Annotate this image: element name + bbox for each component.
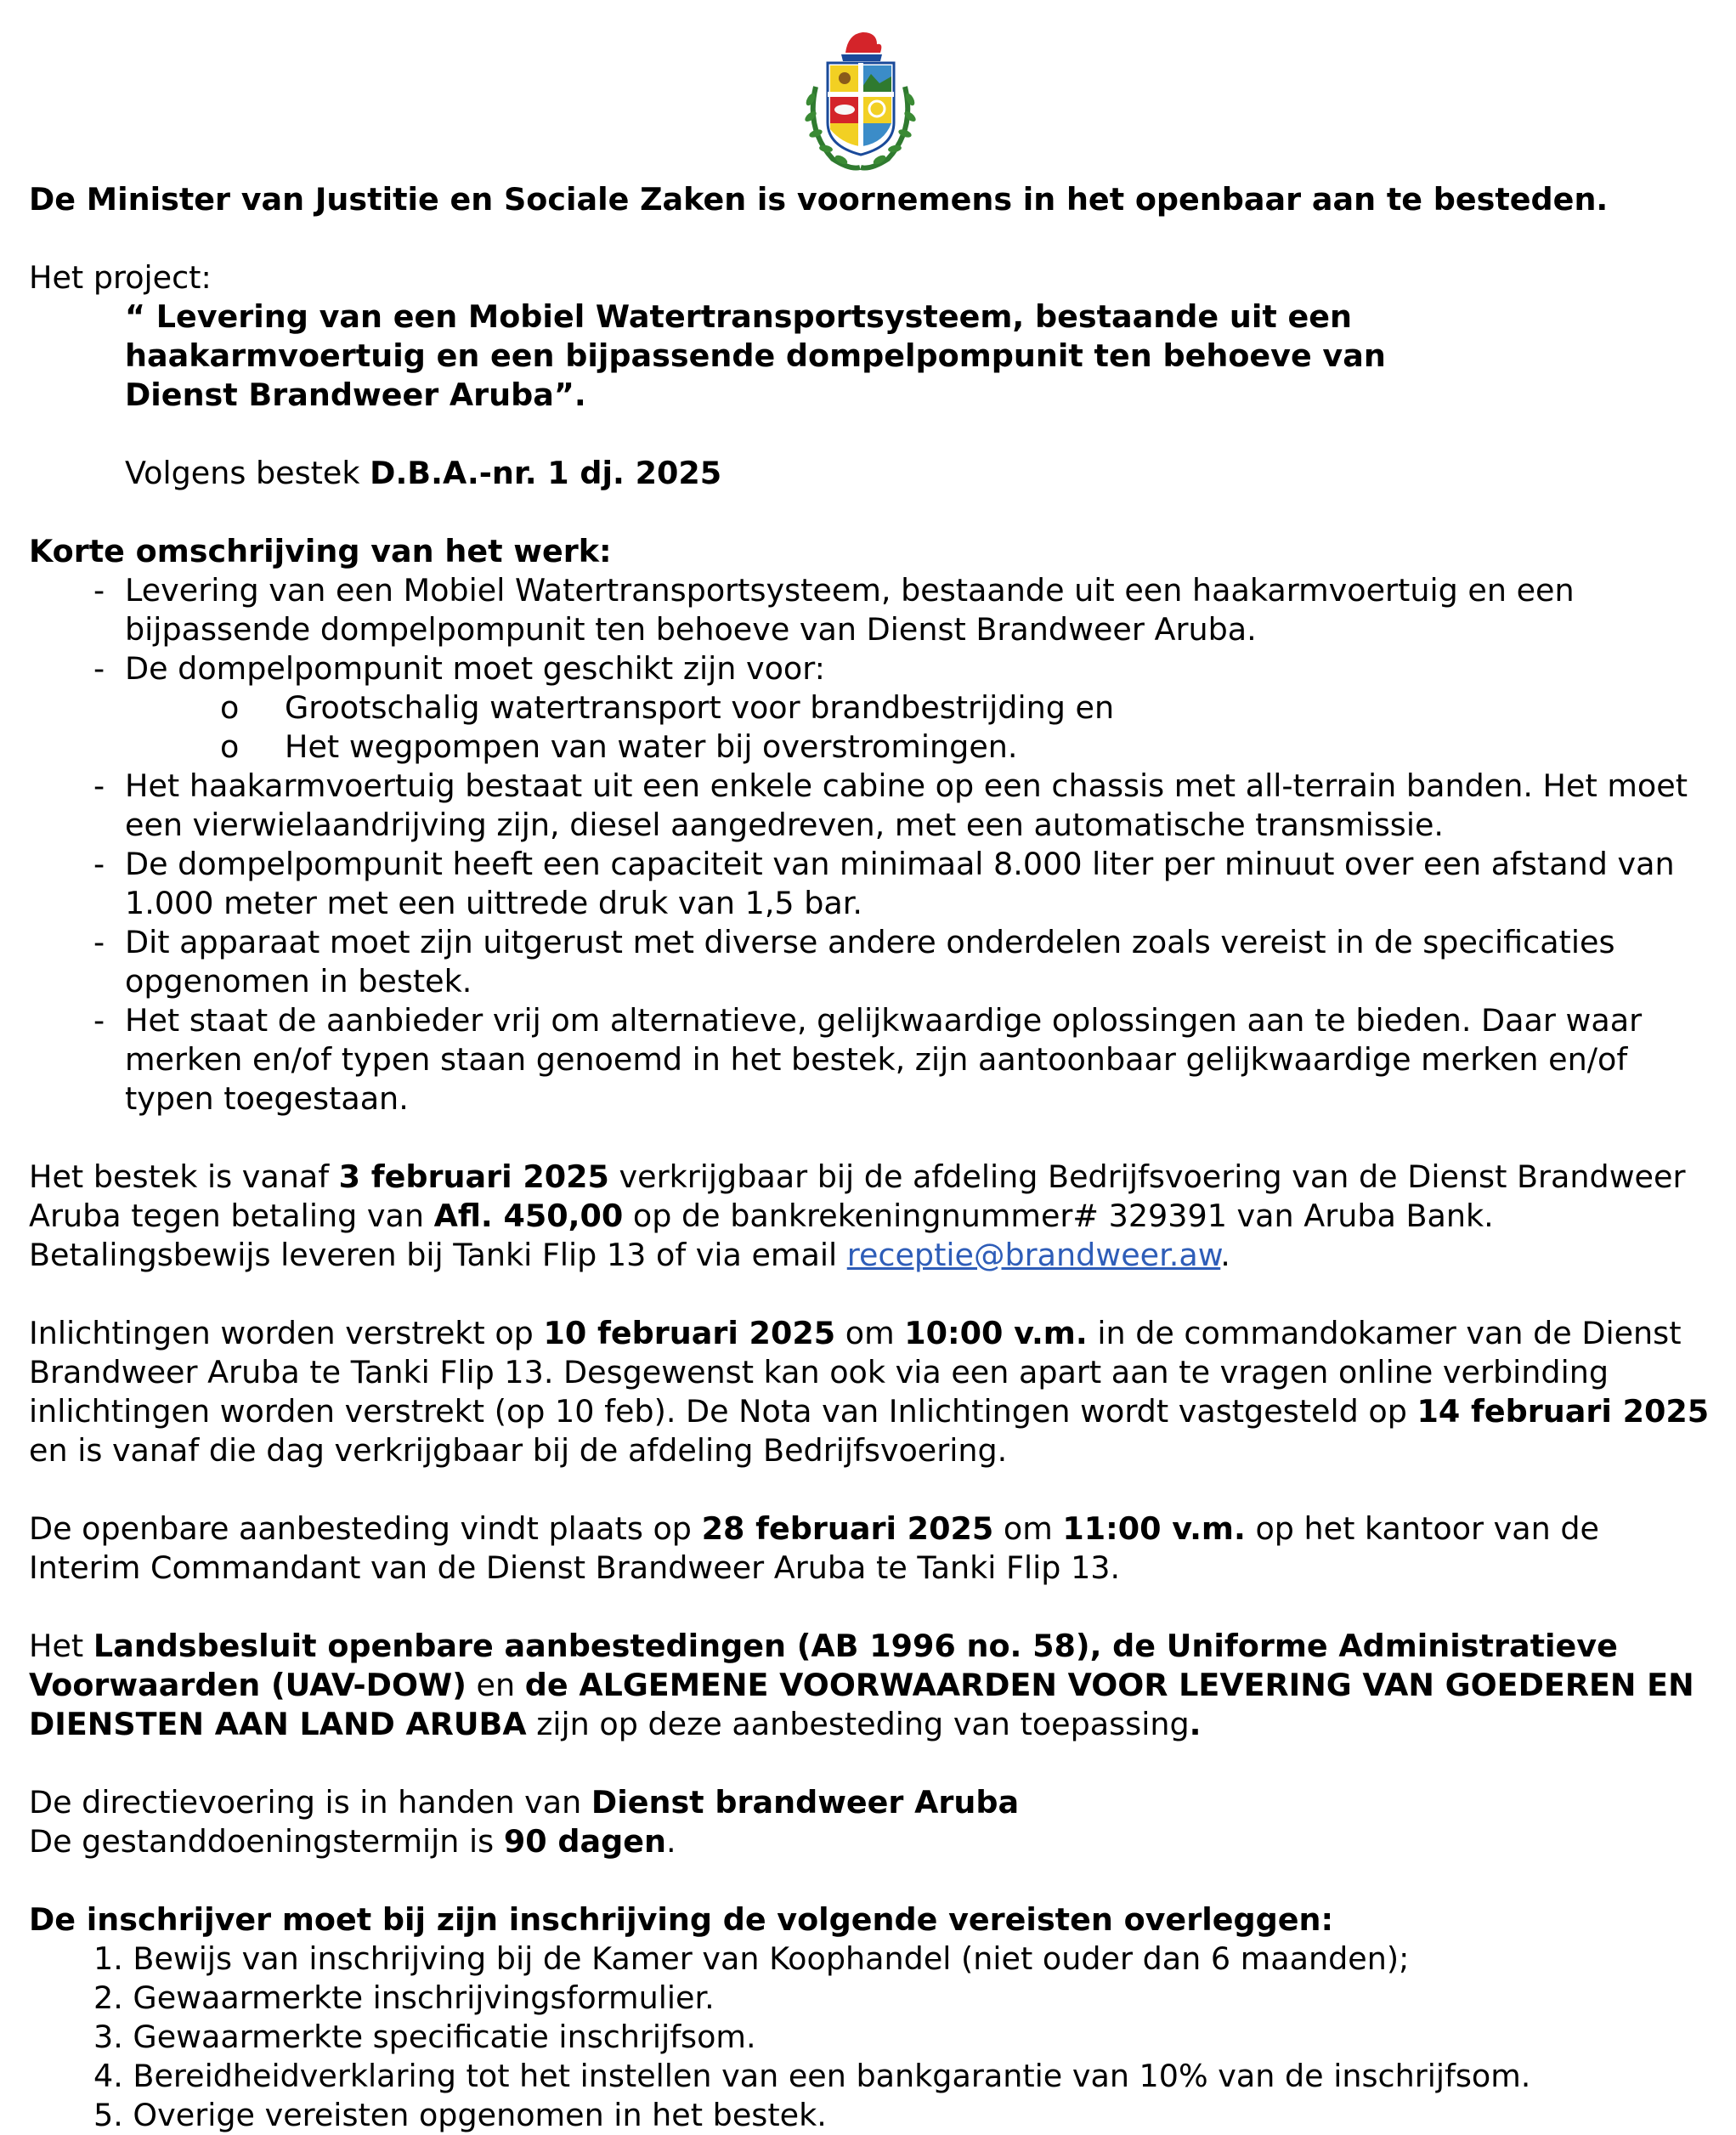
project-label: Het project: — [29, 259, 212, 296]
list-item: 3. Gewaarmerkte specificatie inschrijfsom. — [93, 2019, 756, 2055]
sublist-item: o Het wegpompen van water bij overstromingen. — [29, 728, 1720, 767]
gestanddoening-line: De gestanddoeningstermijn is 90 dagen. — [29, 1823, 676, 1860]
email-link[interactable]: receptie@brandweer.aw — [846, 1237, 1221, 1273]
document-body — [29, 180, 1720, 2135]
bestek-reference: Volgens bestek D.B.A.-nr. 1 dj. 2025 — [125, 455, 722, 491]
omschrijving-heading: Korte omschrijving van het werk: — [29, 533, 612, 569]
omschrijving-list — [29, 571, 1720, 1118]
list-item: 2. Gewaarmerkte inschrijvingsformulier. — [93, 1979, 715, 2016]
list-item: - De dompelpompunit heeft een capaciteit van minimaal 8.000 liter per minuut over een afstand van 1.000 meter met een uittrede druk van 1,5 bar. — [29, 845, 1720, 923]
aruba-coat-of-arms-icon — [799, 27, 922, 173]
list-item: 4. Bereidheidverklaring tot het instellen van een bankgarantie van 10% van de inschrijfsom. — [93, 2058, 1531, 2094]
list-item: - Het staat de aanbieder vrij om alternatieve, gelijkwaardige oplossingen aan te bieden. Daar waar merken en/of typen staan genoemd in het bestek, zijn aantoonbaar gelijkwaardige merken en/of typen toegestaan. — [29, 1001, 1720, 1118]
voorwaarden-paragraph: Het Landsbesluit openbare aanbestedingen (AB 1996 no. 58), de Uniforme Administratieve Voorwaarden (UAV-DOW) en de ALGEMENE VOORWAARDEN VOOR LEVERING VAN GOEDEREN EN DIENSTEN AAN LAND ARUBA zijn op deze aanbesteding van toepassing. — [29, 1628, 1694, 1742]
project-title-line-2: haakarmvoertuig en een bijpassende dompelpompunit ten behoeve van — [125, 337, 1386, 374]
sublist — [29, 688, 1720, 767]
sublist-item: o Grootschalig watertransport voor brandbestrijding en — [29, 688, 1720, 728]
project-title-line-1: “ Levering van een Mobiel Watertransportsysteem, bestaande uit een — [125, 298, 1352, 335]
list-item: - Levering van een Mobiel Watertransportsysteem, bestaande uit een haakarmvoertuig en een bijpassende dompelpompunit ten behoeve van Dienst Brandweer Aruba. — [29, 571, 1720, 649]
directie-line: De directievoering is in handen van Dienst brandweer Aruba — [29, 1784, 1020, 1821]
project-block — [29, 297, 1720, 493]
vereisten-list — [29, 1940, 1720, 2135]
list-item: - Dit apparaat moet zijn uitgerust met diverse andere onderdelen zoals vereist in de specificaties opgenomen in bestek. — [29, 923, 1720, 1001]
inlichtingen-paragraph: Inlichtingen worden verstrekt op 10 februari 2025 om 10:00 v.m. in de commandokamer van de Dienst Brandweer Aruba te Tanki Flip 13. Desgewenst kan ook via een apart aan te vragen online verbinding inlichtingen worden verstrekt (op 10 feb). De Nota van Inlichtingen wordt vastgesteld op 14 februari 2025 en is vanaf die dag verkrijgbaar bij de afdeling Bedrijfsvoering. — [29, 1315, 1710, 1469]
document-title: De Minister van Justitie en Sociale Zaken is voornemens in het openbaar aan te besteden. — [29, 181, 1609, 218]
aanbesteding-paragraph: De openbare aanbesteding vindt plaats op 28 februari 2025 om 11:00 v.m. op het kantoor van de Interim Commandant van de Dienst Brandweer Aruba te Tanki Flip 13. — [29, 1510, 1599, 1586]
list-item: - Het haakarmvoertuig bestaat uit een enkele cabine op een chassis met all-terrain banden. Het moet een vierwielaandrijving zijn, diesel aangedreven, met een automatische transmissie. — [29, 767, 1720, 845]
list-item: 5. Overige vereisten opgenomen in het bestek. — [93, 2097, 827, 2133]
project-title-line-3: Dienst Brandweer Aruba”. — [125, 377, 586, 413]
list-item: - De dompelpompunit moet geschikt zijn voor: o Grootschalig watertransport voor brandbestrijding en o Het wegpompen van water bij overstromingen. — [29, 649, 1720, 767]
bestek-paragraph: Het bestek is vanaf 3 februari 2025 verkrijgbaar bij de afdeling Bedrijfsvoering van de Dienst Brandweer Aruba tegen betaling van Afl. 450,00 op de bankrekeningnummer# 329391 van Aruba Bank. Betalingsbewijs leveren bij Tanki Flip 13 of via email receptie@brandweer.aw. — [29, 1158, 1686, 1273]
list-item: 1. Bewijs van inschrijving bij de Kamer van Koophandel (niet ouder dan 6 maanden); — [93, 1940, 1410, 1977]
vereisten-heading: De inschrijver moet bij zijn inschrijving de volgende vereisten overleggen: — [29, 1901, 1334, 1938]
